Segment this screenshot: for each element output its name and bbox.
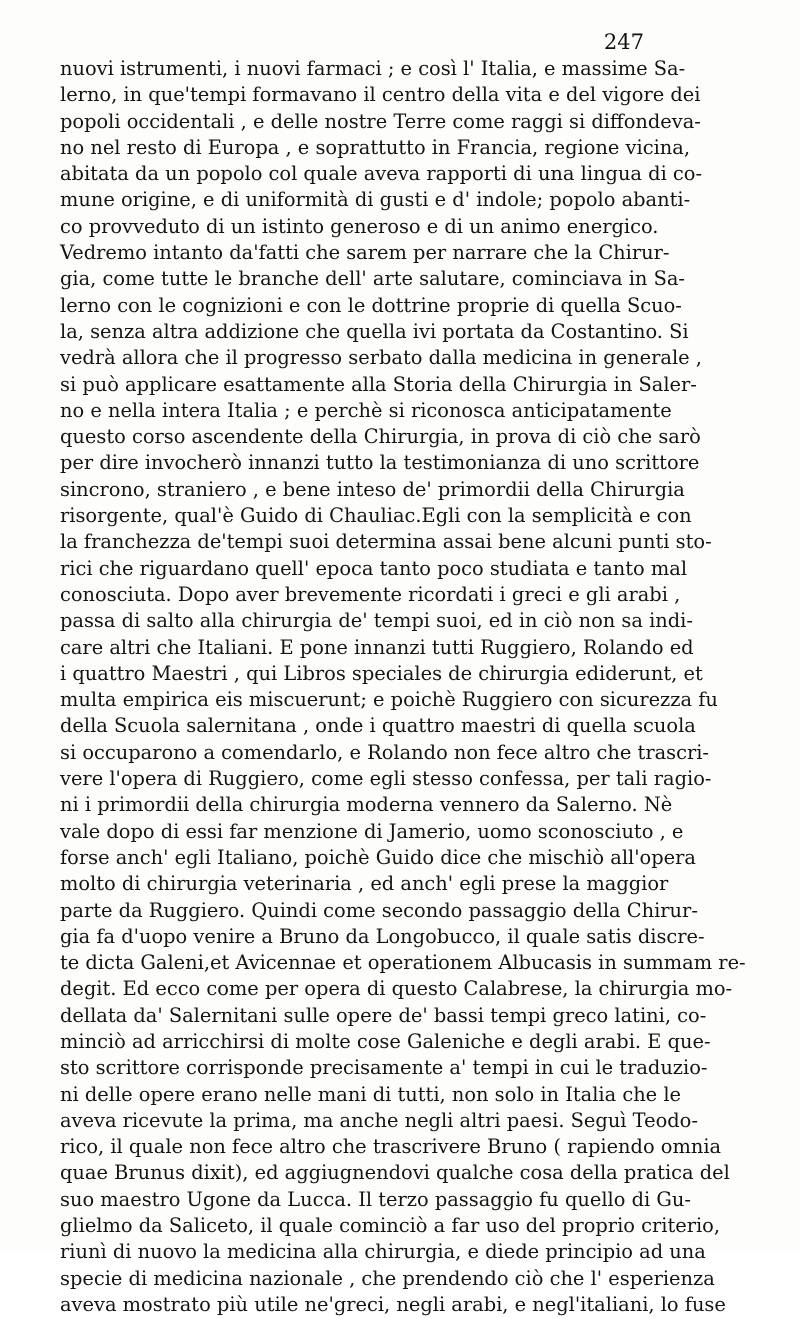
text-line: minciò ad arricchirsi di molte cose Galeniche e degli arabi. E que- xyxy=(60,1029,711,1053)
text-line: si occuparono a comendarlo, e Rolando non fece altro che trascri- xyxy=(60,740,709,764)
text-line: rico, il quale non fece altro che trascrivere Bruno ( rapiendo omnia xyxy=(60,1135,722,1159)
text-line: forse anch' egli Italiano, poichè Guido dice che mischiò all'opera xyxy=(60,845,696,869)
text-line: Vedremo intanto da'fatti che sarem per narrare che la Chirur- xyxy=(60,241,670,265)
text-line: popoli occidentali , e delle nostre Terre come raggi si diffondeva- xyxy=(60,109,701,133)
text-line: gia fa d'uopo venire a Bruno da Longobucco, il quale satis discre- xyxy=(60,924,705,948)
text-line: per dire invocherò innanzi tutto la testimonianza di uno scrittore xyxy=(60,451,700,475)
text-line: ni i primordii della chirurgia moderna vennero da Salerno. Nè xyxy=(60,793,673,817)
text-line: gia, come tutte le branche dell' arte salutare, cominciava in Sa- xyxy=(60,267,685,291)
text-line: mune origine, e di uniformità di gusti e d' indole; popolo abanti- xyxy=(60,188,691,212)
text-line: questo corso ascendente della Chirurgia, in prova di ciò che sarò xyxy=(60,425,701,449)
text-line: molto di chirurgia veterinaria , ed anch' egli prese la maggior xyxy=(60,872,669,896)
text-line: vere l'opera di Ruggiero, come egli stesso confessa, per tali ragio- xyxy=(60,767,712,791)
text-line: no e nella intera Italia ; e perchè si riconosca anticipatamente xyxy=(60,398,672,422)
text-line: aveva mostrato più utile ne'greci, negli arabi, e negl'italiani, lo fuse xyxy=(60,1292,726,1316)
text-line: multa empirica eis miscuerunt; e poichè Ruggiero con sicurezza fu xyxy=(60,688,718,712)
text-line: suo maestro Ugone da Lucca. Il terzo passaggio fu quello di Gu- xyxy=(60,1187,691,1211)
text-line: aveva ricevute la prima, ma anche negli altri paesi. Seguì Teodo- xyxy=(60,1108,698,1132)
text-line: la franchezza de'tempi suoi determina assai bene alcuni punti sto- xyxy=(60,530,712,554)
text-line: sincrono, straniero , e bene inteso de' primordii della Chirurgia xyxy=(60,477,685,501)
text-line: la, senza altra addizione che quella ivi portata da Costantino. Si xyxy=(60,319,689,343)
text-line: co provveduto di un istinto generoso e di un animo energico. xyxy=(60,214,659,238)
text-line: vale dopo di essi far menzione di Jamerio, uomo sconosciuto , e xyxy=(60,819,684,843)
text-line: nuovi istrumenti, i nuovi farmaci ; e così l' Italia, e massime Sa- xyxy=(60,57,686,80)
text-line: i quattro Maestri , qui Libros speciales de chirurgia ediderunt, et xyxy=(60,661,703,685)
body-text xyxy=(60,56,746,1318)
text-line: della Scuola salernitana , onde i quattro maestri di quella scuola xyxy=(60,714,696,738)
text-line: vedrà allora che il progresso serbato dalla medicina in generale , xyxy=(60,346,702,370)
text-line: abitata da un popolo col quale aveva rapporti di una lingua di co- xyxy=(60,162,703,186)
page-number: 247 xyxy=(603,30,644,54)
text-line: te dicta Galeni,et Avicennae et operationem Albucasis in summam re- xyxy=(60,951,746,975)
text-line: dellata da' Salernitani sulle opere de' bassi tempi greco latini, co- xyxy=(60,1003,707,1027)
text-line: riunì di nuovo la medicina alla chirurgia, e diede principio ad una xyxy=(60,1240,706,1264)
text-line: lerno con le cognizioni e con le dottrine proprie di quella Scuo- xyxy=(60,293,682,317)
text-line: no nel resto di Europa , e soprattutto in Francia, regione vicina, xyxy=(60,135,690,159)
text-line: conosciuta. Dopo aver brevemente ricordati i greci e gli arabi , xyxy=(60,582,681,606)
text-line: risorgente, qual'è Guido di Chauliac.Egli con la semplicità e con xyxy=(60,504,692,528)
text-line: quae Brunus dixit), ed aggiugnendovi qualche cosa della pratica del xyxy=(60,1161,730,1185)
text-line: parte da Ruggiero. Quindi come secondo passaggio della Chirur- xyxy=(60,898,698,922)
text-line: sto scrittore corrisponde precisamente a' tempi in cui le traduzio- xyxy=(60,1056,708,1080)
text-line: rici che riguardano quell' epoca tanto poco studiata e tanto mal xyxy=(60,556,688,580)
text-line: specie di medicina nazionale , che prendendo ciò che l' esperienza xyxy=(60,1266,715,1290)
text-line: glielmo da Saliceto, il quale cominciò a far uso del proprio criterio, xyxy=(60,1214,721,1238)
text-line: degit. Ed ecco come per opera di questo Calabrese, la chirurgia mo- xyxy=(60,977,733,1001)
text-line: passa di salto alla chirurgia de' tempi suoi, ed in ciò non sa indi- xyxy=(60,609,693,633)
text-line: ni delle opere erano nelle mani di tutti, non solo in Italia che le xyxy=(60,1082,682,1106)
text-line: care altri che Italiani. E pone innanzi tutti Ruggiero, Rolando ed xyxy=(60,635,694,659)
text-line: lerno, in que'tempi formavano il centro della vita e del vigore dei xyxy=(60,83,701,107)
text-line: si può applicare esattamente alla Storia della Chirurgia in Saler- xyxy=(60,372,697,396)
